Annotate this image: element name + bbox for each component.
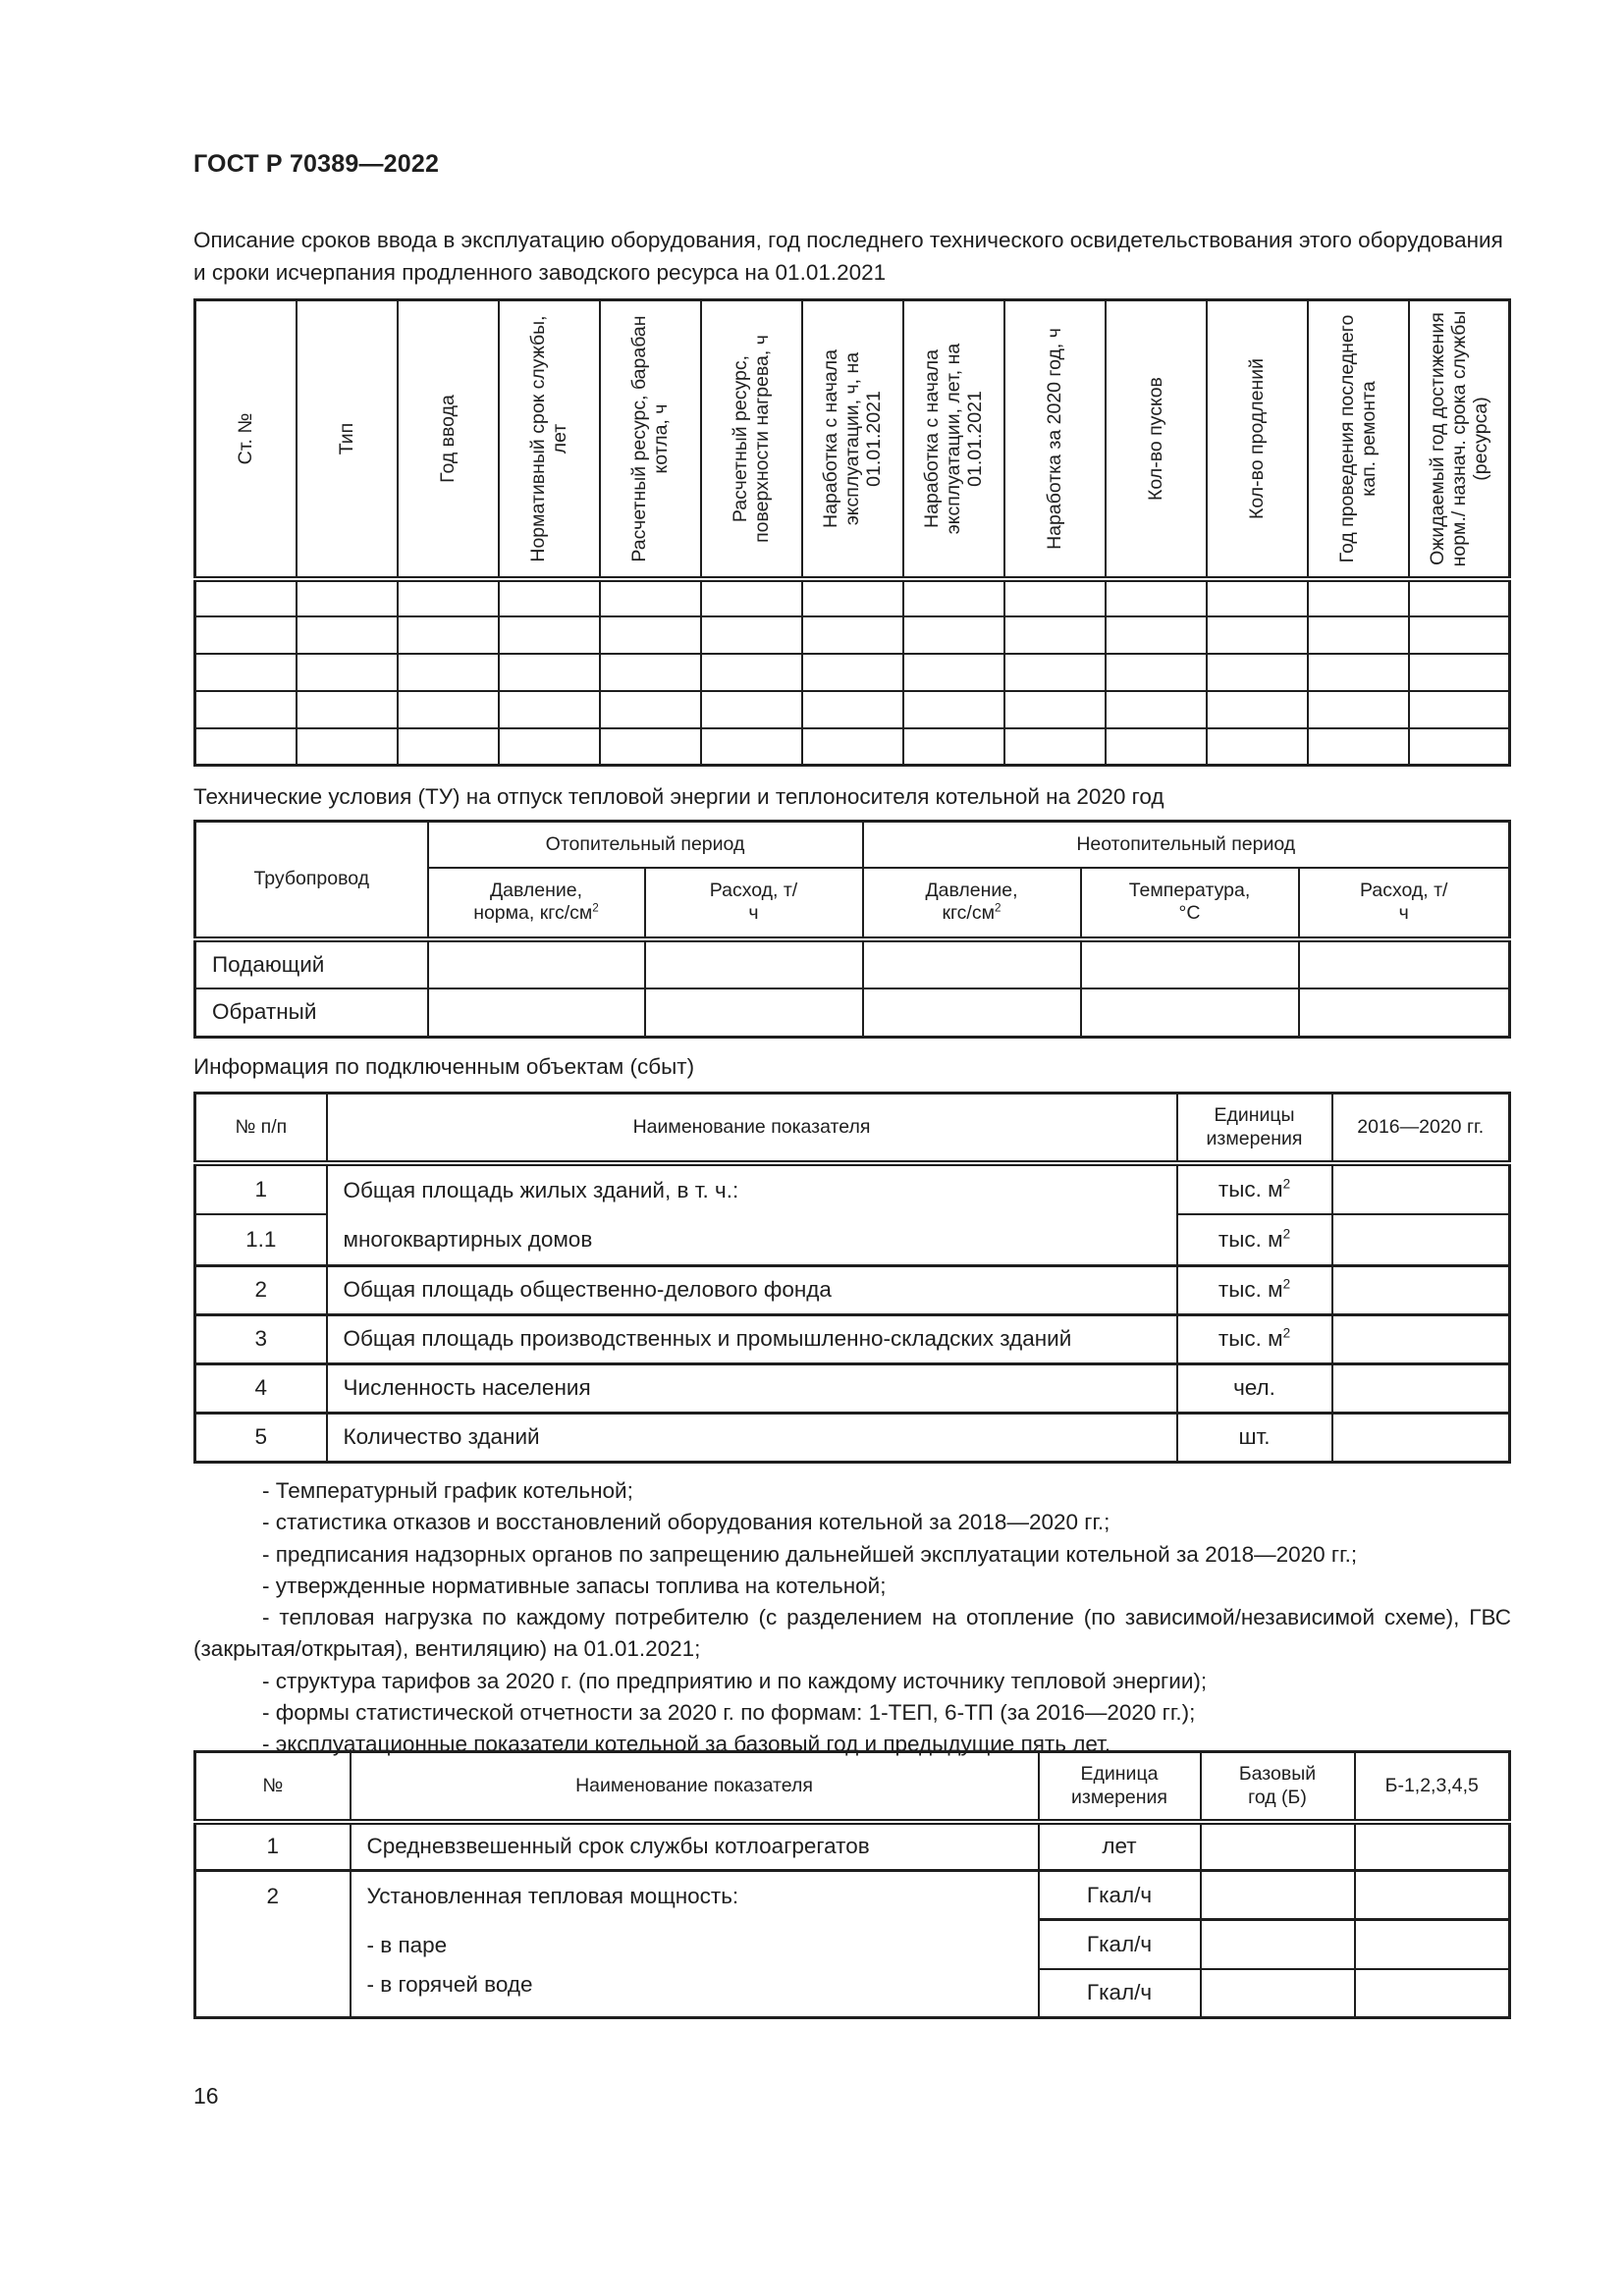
column-header: Наработка за 2020 год, ч <box>1004 300 1106 579</box>
column-header: Ожидаемый год достижения норм./ назнач. срока службы (ресурса) <box>1409 300 1510 579</box>
column-header-heating-pressure: Давление, норма, кгс/$см^2$ <box>428 868 645 939</box>
column-header-number: № п/п <box>195 1094 327 1163</box>
column-header: Наработка с начала эксплуатации, ч, на 01.01.2021 <box>802 300 903 579</box>
row-unit: тыс. $м^2$ <box>1177 1163 1332 1214</box>
table-row <box>195 1163 1510 1214</box>
table-header-row <box>195 822 1510 868</box>
row-unit: шт. <box>1177 1413 1332 1462</box>
document-code-header: ГОСТ Р 70389—2022 <box>193 150 440 178</box>
table-header-row <box>195 1752 1510 1822</box>
equipment-service-life-table <box>193 298 1511 767</box>
row-unit: Гкал/ч <box>1039 1969 1201 2018</box>
row-value <box>1332 1214 1510 1265</box>
row-name-merged: Общая площадь жилых зданий, в т. ч.: многоквартирных домов <box>327 1163 1177 1266</box>
column-header-unit: Единица измерения <box>1039 1752 1201 1822</box>
column-header-prev-years: Б-1,2,3,4,5 <box>1355 1752 1510 1822</box>
column-header-nonheating-pressure: Давление, кгс/$см^2$ <box>863 868 1081 939</box>
row-number: 3 <box>195 1314 327 1363</box>
column-group-heating: Отопительный период <box>428 822 863 868</box>
table-header-row <box>195 1094 1510 1163</box>
section3-caption: Информация по подключенным объектам (сбыт) <box>193 1054 695 1079</box>
row-value <box>1332 1163 1510 1214</box>
row-number: 2 <box>195 1265 327 1314</box>
column-header: Тип <box>297 300 398 579</box>
column-group-nonheating: Неотопительный период <box>863 822 1510 868</box>
row-unit: чел. <box>1177 1363 1332 1413</box>
row-unit: тыс. $м^2$ <box>1177 1314 1332 1363</box>
column-header-nonheating-temperature: Температура, °С <box>1081 868 1299 939</box>
row-number: 4 <box>195 1363 327 1413</box>
column-header: Год проведения последнего кап. ремонта <box>1308 300 1409 579</box>
row-name: Количество зданий <box>327 1413 1177 1462</box>
column-header: Расчетный ресурс, барабан котла, ч <box>600 300 701 579</box>
column-header: Кол-во продлений <box>1207 300 1308 579</box>
table-row <box>195 939 1510 988</box>
table-row <box>195 654 1510 691</box>
table-row <box>195 1413 1510 1462</box>
table-row <box>195 1314 1510 1363</box>
row-number: 1 <box>195 1822 351 1871</box>
row-label-supply: Подающий <box>195 939 428 988</box>
row-number: 5 <box>195 1413 327 1462</box>
row-name: Общая площадь производственных и промышленно-складских зданий <box>327 1314 1177 1363</box>
row-unit: Гкал/ч <box>1039 1920 1201 1969</box>
table-row <box>195 691 1510 728</box>
row-value <box>1332 1363 1510 1413</box>
row-name: Средневзвешенный срок службы котлоагрегатов <box>351 1822 1039 1871</box>
list-item: - формы статистической отчетности за 2020 г. по формам: 1-ТЕП, 6-ТП (за 2016—2020 гг.); <box>262 1700 1196 1726</box>
column-header: Кол-во пусков <box>1106 300 1207 579</box>
column-header: Ст. № <box>195 300 297 579</box>
row-unit: тыс. $м^2$ <box>1177 1265 1332 1314</box>
table-row <box>195 988 1510 1038</box>
list-item: - утвержденные нормативные запасы топлива на котельной; <box>262 1573 887 1598</box>
list-item: - эксплуатационные показатели котельной за базовый год и предыдущие пять лет. <box>262 1732 1111 1757</box>
list-item: - предписания надзорных органов по запрещению дальнейшей эксплуатации котельной за 2018—2020 гг.; <box>262 1541 1358 1567</box>
table-row <box>195 579 1510 616</box>
row-value <box>1332 1413 1510 1462</box>
column-header-nonheating-flow: Расход, т/ч <box>1299 868 1510 939</box>
column-header: Год ввода <box>398 300 499 579</box>
row-value <box>1332 1265 1510 1314</box>
requirements-list <box>193 1475 1511 1761</box>
column-header-pipeline: Трубопровод <box>195 822 428 939</box>
row-unit: тыс. $м^2$ <box>1177 1214 1332 1265</box>
row-value <box>1332 1314 1510 1363</box>
column-header: Нормативный срок службы, лет <box>499 300 600 579</box>
row-number: 1.1 <box>195 1214 327 1265</box>
row-number: 1 <box>195 1163 327 1214</box>
table-row <box>195 1871 1510 1920</box>
operational-indicators-table <box>193 1750 1511 2019</box>
row-unit: лет <box>1039 1822 1201 1871</box>
connected-objects-table <box>193 1092 1511 1464</box>
row-unit: Гкал/ч <box>1039 1871 1201 1920</box>
column-header-heating-flow: Расход, т/ч <box>645 868 863 939</box>
column-header-base-year: Базовый год (Б) <box>1201 1752 1355 1822</box>
list-item: - тепловая нагрузка по каждому потребителю (с разделением на отопление (по зависимой/независимой схеме), ГВС (закрытая/открытая), вентиляцию) на 01.01.2021; <box>193 1605 1511 1662</box>
column-header-name: Наименование показателя <box>327 1094 1177 1163</box>
row-name-merged: Установленная тепловая мощность: - в паре - в горячей воде <box>351 1871 1039 2018</box>
row-name: Численность населения <box>327 1363 1177 1413</box>
table-row <box>195 728 1510 766</box>
section1-caption: Описание сроков ввода в эксплуатацию оборудования, год последнего технического освидетельствования этого оборудования и сроки исчерпания продленного заводского ресурса на 01.01.2021 <box>193 228 1503 285</box>
table-row <box>195 1265 1510 1314</box>
list-item: - Температурный график котельной; <box>262 1478 633 1503</box>
list-item: - структура тарифов за 2020 г. (по предприятию и по каждому источнику тепловой энергии); <box>262 1668 1208 1693</box>
column-header-unit: Единицы измерения <box>1177 1094 1332 1163</box>
page-number: 16 <box>193 2083 219 2109</box>
table-header-row <box>195 300 1510 579</box>
column-header-period: 2016—2020 гг. <box>1332 1094 1510 1163</box>
row-label-return: Обратный <box>195 988 428 1038</box>
table-row <box>195 616 1510 654</box>
technical-conditions-table <box>193 820 1511 1039</box>
column-header: Расчетный ресурс, поверхности нагрева, ч <box>701 300 802 579</box>
section2-caption: Технические условия (ТУ) на отпуск тепловой энергии и теплоносителя котельной на 2020 год <box>193 784 1164 809</box>
row-name: Общая площадь общественно-делового фонда <box>327 1265 1177 1314</box>
row-number: 2 <box>195 1871 351 2018</box>
column-header-number: № <box>195 1752 351 1822</box>
list-item: - статистика отказов и восстановлений оборудования котельной за 2018—2020 гг.; <box>262 1510 1110 1535</box>
column-header-name: Наименование показателя <box>351 1752 1039 1822</box>
table-row <box>195 1363 1510 1413</box>
table-row <box>195 1822 1510 1871</box>
column-header: Наработка с начала эксплуатации, лет, на 01.01.2021 <box>903 300 1004 579</box>
